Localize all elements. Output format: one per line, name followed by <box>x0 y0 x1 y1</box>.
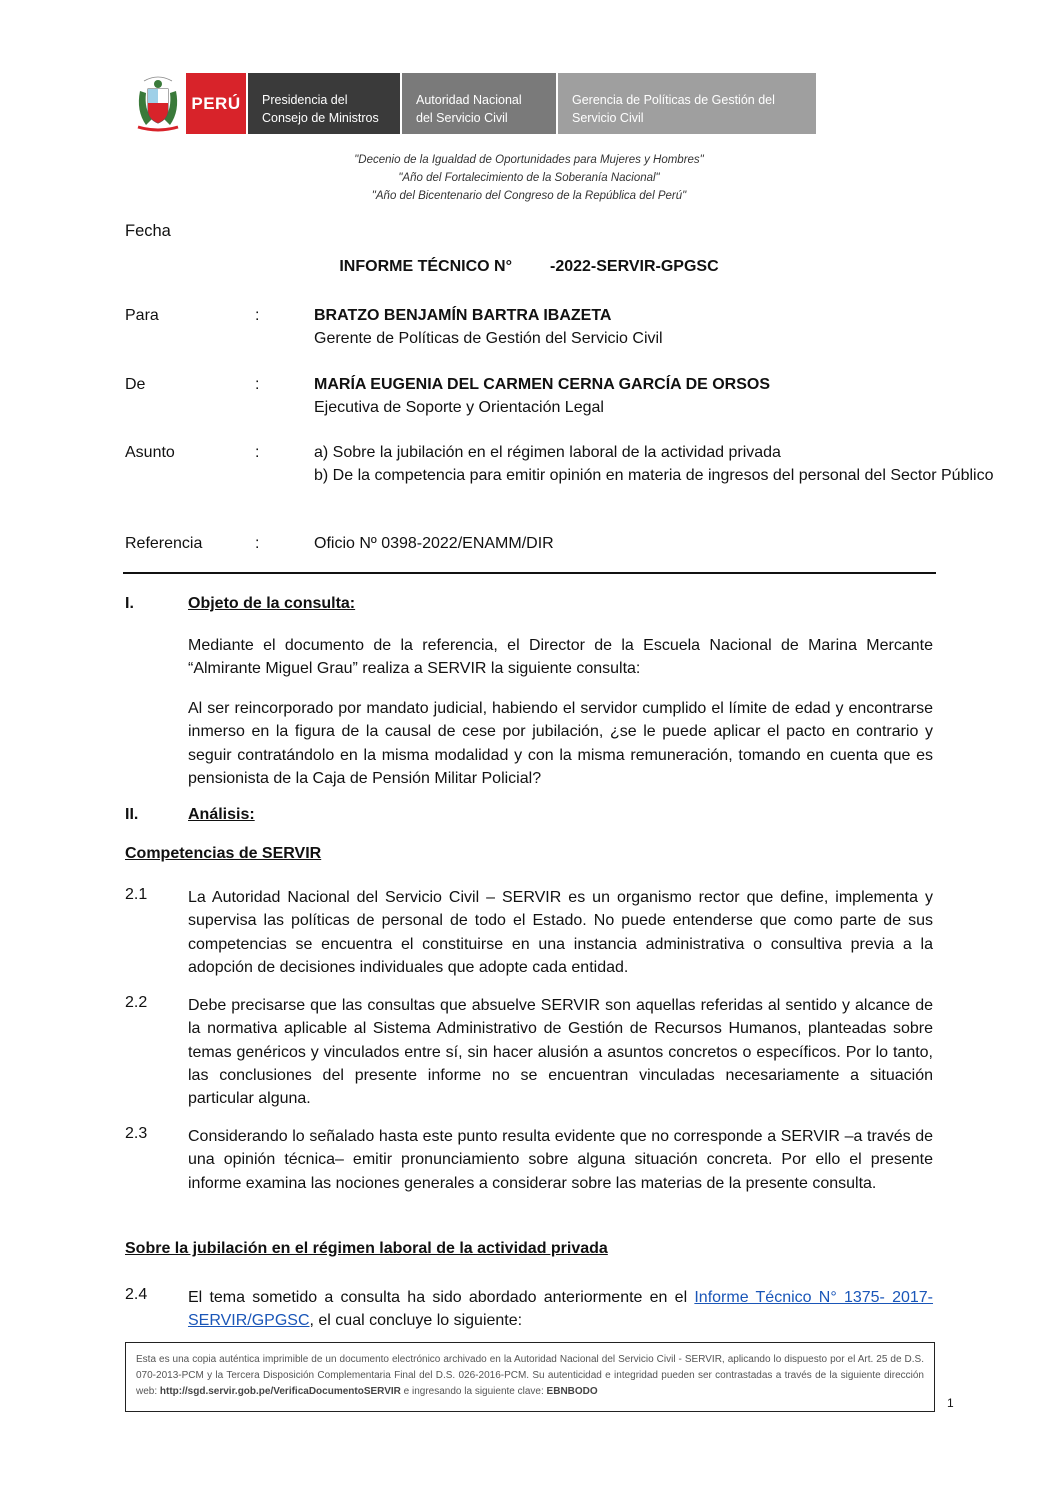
de-role: Ejecutiva de Soporte y Orientación Legal <box>314 399 604 416</box>
para-role: Gerente de Políticas de Gestión del Servicio Civil <box>314 330 663 347</box>
footer-mid: e ingresando la siguiente clave: <box>400 1386 547 1397</box>
item-number: 2.2 <box>125 994 148 1011</box>
servir-line-2: del Servicio Civil <box>416 111 508 125</box>
decenio-line-3: "Año del Bicentenario del Congreso de la República del Perú" <box>371 190 687 202</box>
item-2-1-text: La Autoridad Nacional del Servicio Civil – SERVIR es un organismo rector que define, implementa y supervisa las políticas de personal de todo el Estado. No puede entenderse que como parte de sus competencias se encuentra el constituirse en una instancia administrativa o consultiva previa a la adopción de decisiones individuales que adopte cada entidad. <box>188 889 933 976</box>
subsection-jubilacion: Sobre la jubilación en el régimen laboral de la actividad privada <box>125 1240 608 1257</box>
meta-asunto-label: Asunto <box>125 444 175 461</box>
de-name: MARÍA EUGENIA DEL CARMEN CERNA GARCÍA DE ORSOS <box>314 376 771 393</box>
meta-asunto-value <box>314 441 1058 487</box>
item-2-2-text: Debe precisarse que las consultas que absuelve SERVIR son aquellas referidas al sentido y alcance de la normativa aplicable al Sistema Administrativo de Gestión de Recursos Humanos, planteadas sobre temas genéricos y vinculados entre sí, sin hacer alusión a asuntos concretos o específicos. Por lo tanto, las conclusiones del presente informe no se encuentran vinculadas necesariamente a situación particular alguna. <box>188 997 933 1108</box>
header-banner <box>130 73 816 134</box>
subsection-competencias: Competencias de SERVIR <box>125 845 322 862</box>
gerencia-line-2: Servicio Civil <box>572 111 644 125</box>
page-number: 1 <box>947 1396 954 1410</box>
document-title <box>0 258 1058 276</box>
divider-rule <box>123 572 936 574</box>
meta-colon: : <box>255 307 260 324</box>
meta-para-label: Para <box>125 307 159 324</box>
decenio-line-1: "Decenio de la Igualdad de Oportunidades para Mujeres y Hombres" <box>354 154 704 166</box>
section-1-paragraph-1: Mediante el documento de la referencia, el Director de la Escuela Nacional de Marina Mercante “Almirante Miguel Grau” realiza a SERVIR la siguiente consulta: <box>188 637 933 678</box>
gerencia-box <box>558 73 816 134</box>
footer-text: Esta es una copia auténtica imprimible de un documento electrónico archivado en la Autoridad Nacional del Servicio Civil - SERVIR, aplicando lo dispuesto por el Art. 25 de D.S. 070-2013-PCM y la Tercera Disposición Complementaria Final del D.S. 026-2016-PCM. Su autenticidad e integridad pueden ser contrastadas a través de la siguiente dirección web: <box>136 1354 924 1397</box>
referencia-value: Oficio Nº 0398-2022/ENAMM/DIR <box>314 535 554 552</box>
pcm-line-1: Presidencia del <box>262 93 348 107</box>
section-1-number: I. <box>125 595 134 612</box>
item-2-4-text <box>188 1286 933 1333</box>
meta-para-value <box>314 304 944 350</box>
meta-colon: : <box>255 376 260 393</box>
meta-referencia-label: Referencia <box>125 535 203 552</box>
asunto-b: b) De la competencia para emitir opinión en materia de ingresos del personal del Sector Público <box>314 467 994 484</box>
item-number: 2.1 <box>125 886 148 903</box>
servir-box <box>402 73 556 134</box>
verification-url[interactable]: http://sgd.servir.gob.pe/VerificaDocumentoSERVIR <box>159 1386 401 1397</box>
authenticity-footer <box>125 1342 935 1412</box>
pcm-line-2: Consejo de Ministros <box>262 111 379 125</box>
meta-de-label: De <box>125 376 146 393</box>
gerencia-line-1: Gerencia de Políticas de Gestión del <box>572 93 775 107</box>
coat-of-arms-icon <box>130 73 186 134</box>
title-right: -2022-SERVIR-GPGSC <box>549 258 719 275</box>
verification-key: EBNBODO <box>546 1386 598 1397</box>
section-2-number: II. <box>125 806 139 823</box>
title-left: INFORME TÉCNICO N° <box>339 258 512 275</box>
decenio-line-2: "Año del Fortalecimiento de la Soberanía Nacional" <box>398 172 660 184</box>
item-2-4-after: , el cual concluye lo siguiente: <box>309 1312 523 1330</box>
meta-de-value <box>314 373 944 419</box>
meta-colon: : <box>255 535 260 552</box>
meta-colon: : <box>255 444 260 461</box>
para-name: BRATZO BENJAMÍN BARTRA IBAZETA <box>314 307 612 324</box>
item-number: 2.3 <box>125 1125 148 1142</box>
section-1-title: Objeto de la consulta: <box>188 595 356 612</box>
item-2-4-before: El tema sometido a consulta ha sido abordado anteriormente en el <box>188 1289 695 1306</box>
peru-logo: PERÚ <box>186 73 246 134</box>
item-2-3-text: Considerando lo señalado hasta este punto resulta evidente que no corresponde a SERVIR –a través de una opinión técnica– emitir pronunciamiento sobre alguna situación concreta. Por ello el presente informe examina las nociones generales a considerar sobre las materias de la presente consulta. <box>188 1128 933 1192</box>
item-number: 2.4 <box>125 1286 148 1303</box>
decenio-block <box>0 151 1058 205</box>
servir-line-1: Autoridad Nacional <box>416 93 522 107</box>
asunto-a: a) Sobre la jubilación en el régimen laboral de la actividad privada <box>314 444 781 461</box>
section-2-title: Análisis: <box>188 806 255 823</box>
informe-tecnico-link[interactable]: Informe Técnico N° 1375- 2017-SERVIR/GPGSC <box>188 1289 934 1330</box>
section-1-paragraph-2: Al ser reincorporado por mandato judicial, habiendo el servidor cumplido el límite de edad y encontrarse inmerso en la figura de la causal de cese por jubilación, ¿se le puede aplicar el pacto en contrario y seguir contratándolo en la misma modalidad y con la misma remuneración, tomando en cuenta que es pensionista de la Caja de Pensión Militar Policial? <box>188 700 933 787</box>
pcm-box <box>248 73 400 134</box>
fecha-label: Fecha <box>125 222 171 240</box>
